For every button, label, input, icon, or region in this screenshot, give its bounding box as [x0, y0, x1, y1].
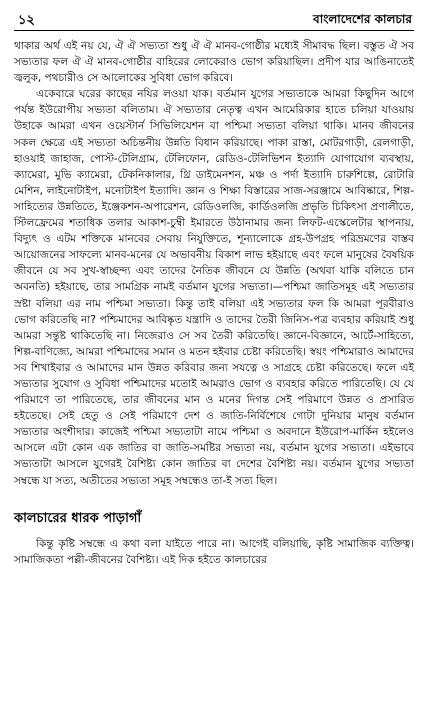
body-text — [14, 38, 414, 489]
section-heading: কালচারের ধারক পাড়াগাঁ — [14, 510, 142, 526]
page-number: ১২ — [18, 13, 35, 28]
page-header — [14, 8, 414, 28]
paragraph-civilization: একেবারে ঘরের কাছের নযির লওয়া যাক। বর্তমান যুগের সভ্যতাকে আমরা কিছুদিন আগে পর্যন্ত ইউরোপীয় সভ্যতা বলিতাম। ঐ সভ্যতার নেতৃত্ব এখন আমেরিকার হাতে চলিয়া যাওয়ায় উহাকে আমরা এখন ওয়েস্টার্ন সিভিলিযেশন বা পশ্চিমা সভ্যতা বলিয়া থাকি। মানব জীবনের সকল ক্ষেত্রে এই সভ্যতা অচিন্তনীয় উন্নতি বিধান করিয়াছে। পাকা রাস্তা, মোটরগাড়ী, রেলগাড়ী, হাওয়াই জাহাজ, পোস্ট-টেলিগ্রাম, টেলিফোন, রেডিও-টেলিভিশন ইত্যাদি যোগাযোগ ব্যবস্থায়, ক্যামেরা, মুভি ক্যামেরা, টেকনিকালার, থ্রি ডাইমেনশন, মঞ্চ ও পর্দা ইত্যাদি চারুশিল্পে, রোটারি মেশিন, লাইনোটাইপ, মনোটাইপ ইত্যাদি। জ্ঞান ও শিক্ষা বিস্তারের সাজ-সরঞ্জামে আবিষ্কারে, শিল্প-সাহিত্যের উন্নতিতে, ইঞ্জেকশন-অপারেশন, রেডিওলজি, কার্ডিওলজি প্রভৃতি চিকিৎসা প্রণালীতে, স্টিলফ্রেমের শতাধিক তলার আকাশ-চুম্বী ইমারতে উঠানামার জন্য লিফট-এস্কেলেটার স্থাপনায়, বিদ্যুৎ ও এটম শক্তিকে মানবের সেবায় নিযুক্তিতে, শূন্যালোকে গ্রহ-উপগ্রহ পরিভ্রমণের বাস্তব আয়োজনের সাফল্যে মানব-মনের যে অভাবনীয় বিকাশ লাভ হইয়াছে এবং ফলে মানুষের বৈষয়িক জীবনে যে সব সুখ-স্বাচ্ছন্দ্য এবং তাদের নৈতিক জীবনে যে উন্নতি (অথবা যাকি বলিতে চান অবনতি) হইয়াছে, তার সামগ্রিক নামই বর্তমান যুগের সভ্যতা।—পশ্চিমা জাতিসমূহ এই সভ্যতার স্রষ্টা বলিয়া এর নাম পশ্চিমা সভ্যতা। কিন্তু তাই বলিয়া এই সভ্যতার ফল কি আমরা পূরবীরাও ভোগ করিতেছি না? পশ্চিমাদের আবিষ্কৃত যন্ত্রাদি ও তাদের তৈরী জিনিস-পত্র ব্যবহার করিয়াই শুধু আমরা সন্তুষ্ট থাকিতেছি না। নিজেরাও সে সব তৈরী করিতেছি। জ্ঞানে-বিজ্ঞানে, আর্টে-সাহিত্যে, শিল্প-বাণিজ্যে, আমরা পশ্চিমাদের সমান ও মতন হইবার চেষ্টা করিতেছি। স্বয়ং পশ্চিমারাও আমাদের সব শিখাইবার ও আমাদের মান উন্নত করিবার জন্য সযত্নে ও সাগ্রহে চেষ্টা করিতেছে। ফলে এই সভ্যতার সুযোগ ও সুবিধা পশ্চিমাদের মতোই আমরাও ভোগ ও ব্যবহার করিতে পারিতেছি। যে যে পরিমাণে তা পারিতেছে, তার জীবনের মান ও মনের দিগন্ত সেই পরিমাণে উন্নত ও প্রসারিত হইতেছে। সেই হেতু ও সেই পরিমাণে দেশ ও জাতি-নির্বিশেষে গোটা দুনিয়ার মানুষ বর্তমান সভ্যতার অংশীদার। কাজেই পশ্চিমা সভ্যতাটা নামে পশ্চিমা ও অবদানে ইউরোপ-মার্কিন হইলেও আসলে এটা কোন এক জাতির বা জাতি-সমষ্টির সভ্যতা নয়, বর্তমান যুগের সভ্যতা। এইভাবে সভ্যতাটা আসলে যুগেরই বৈশিষ্ট্য কোন জাতির বা দেশের বৈশিষ্ট্য নয়। বর্তমান যুগের সভ্যতা সম্বন্ধে যা সত্য, অতীতের সভ্যতা সমূহ সম্বন্ধেও তা-ই সত্য ছিল। — [14, 88, 414, 487]
running-head: বাংলাদেশের কালচার — [313, 12, 412, 26]
header-rule — [14, 30, 414, 31]
section-paragraph: কিন্তু কৃষ্টি সম্বন্ধে এ কথা বলা যাইতে পারে না। আগেই বলিয়াছি, কৃষ্টি সামাজিক ব্যক্তিত্ব। সামাজিকতা পল্লী-জীবনের বৈশিষ্ট্য। এই দিক হইতে কালচারের — [14, 537, 414, 566]
paragraph-continued: থাকার অর্থ এই নয় যে, ঐ ঐ সভ্যতা শুধু ঐ ঐ মানব-গোষ্ঠীর মধ্যেই সীমাবদ্ধ ছিল। বস্তুত ঐ সব সভ্যতার ফল ঐ ঐ মানব-গোষ্ঠীর বাহিরের লোকেরাও ভোগ করিয়াছিল। প্রদীপ যার আঙিনাতেই জ্বলুক, পথচারীও সে আলোকের সুবিধা ভোগ করিবে। — [14, 40, 414, 85]
